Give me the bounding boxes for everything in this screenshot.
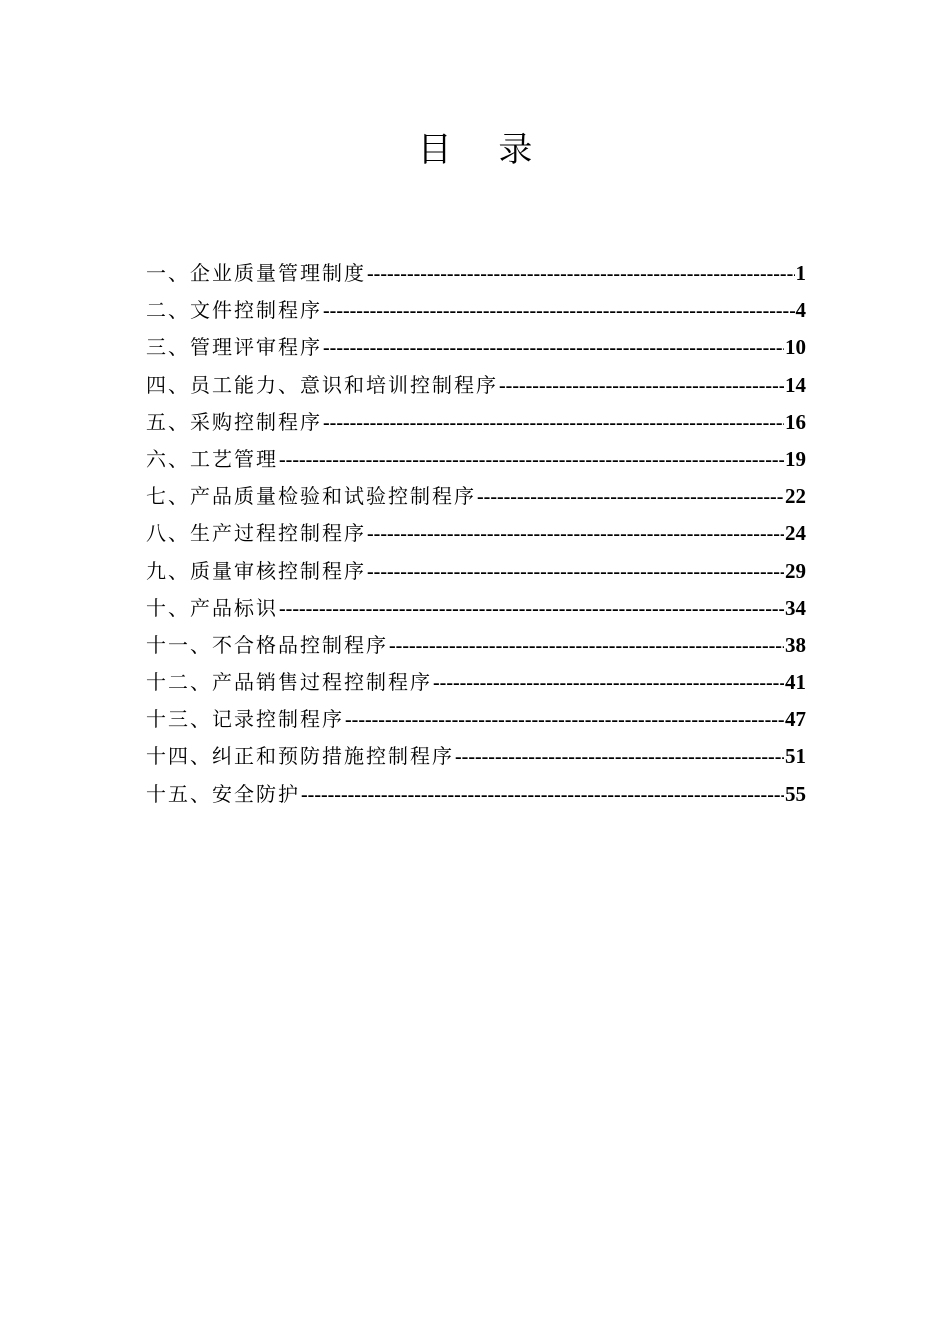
toc-entry-page: 29 <box>785 558 806 583</box>
toc-entry[interactable] <box>146 478 806 515</box>
toc-entry-label: 七、产品质量检验和试验控制程序 <box>146 484 476 509</box>
toc-entry-label: 十、产品标识 <box>146 595 278 620</box>
toc-leader <box>345 702 784 738</box>
toc-entry-label: 三、管理评审程序 <box>146 335 322 360</box>
toc-entry-label: 八、生产过程控制程序 <box>146 521 366 546</box>
toc-entry-label: 六、工艺管理 <box>146 446 278 471</box>
toc-leader <box>367 256 795 292</box>
toc-leader <box>279 591 784 627</box>
toc-entry-page: 51 <box>785 744 806 769</box>
toc-entry-page: 4 <box>795 298 806 323</box>
toc-entry[interactable] <box>146 292 806 329</box>
toc-leader <box>455 739 784 775</box>
toc-entry-label: 二、文件控制程序 <box>146 298 322 323</box>
toc-leader <box>477 479 784 515</box>
toc-entry[interactable] <box>146 553 806 590</box>
toc-entry-page: 41 <box>785 670 806 695</box>
toc-leader <box>389 628 784 664</box>
toc-entry[interactable] <box>146 590 806 627</box>
toc-entry-label: 十二、产品销售过程控制程序 <box>146 670 432 695</box>
toc-entry[interactable] <box>146 404 806 441</box>
toc-leader <box>323 330 784 366</box>
toc-entry-page: 14 <box>785 372 806 397</box>
toc-leader <box>323 405 784 441</box>
toc-entry[interactable] <box>146 255 806 292</box>
toc-leader <box>499 368 784 404</box>
page-title: 目 录 <box>417 130 551 170</box>
toc-entry[interactable] <box>146 738 806 775</box>
table-of-contents <box>146 255 806 813</box>
toc-entry-page: 38 <box>785 632 806 657</box>
toc-entry-page: 34 <box>785 595 806 620</box>
toc-entry-page: 24 <box>785 521 806 546</box>
toc-leader <box>323 293 795 329</box>
toc-entry[interactable] <box>146 515 806 552</box>
toc-entry[interactable] <box>146 776 806 813</box>
toc-leader <box>433 665 784 701</box>
toc-entry[interactable] <box>146 367 806 404</box>
toc-entry[interactable] <box>146 441 806 478</box>
toc-entry-label: 四、员工能力、意识和培训控制程序 <box>146 372 498 397</box>
toc-entry-page: 10 <box>785 335 806 360</box>
toc-leader <box>279 442 784 478</box>
toc-entry-label: 一、企业质量管理制度 <box>146 261 366 285</box>
toc-entry[interactable] <box>146 627 806 664</box>
toc-entry-page: 47 <box>785 707 806 732</box>
toc-entry[interactable] <box>146 701 806 738</box>
toc-entry-page: 16 <box>785 409 806 434</box>
toc-entry-page: 55 <box>785 781 806 806</box>
toc-entry-label: 九、质量审核控制程序 <box>146 558 366 583</box>
toc-entry-page: 19 <box>785 446 806 471</box>
toc-entry-page: 22 <box>785 484 806 509</box>
toc-leader <box>301 777 784 813</box>
toc-entry[interactable] <box>146 664 806 701</box>
toc-entry-label: 十四、纠正和预防措施控制程序 <box>146 744 454 769</box>
toc-entry-label: 十五、安全防护 <box>146 781 300 806</box>
toc-entry-label: 十一、不合格品控制程序 <box>146 632 388 657</box>
toc-entry-page: 1 <box>795 261 806 285</box>
toc-entry[interactable] <box>146 329 806 366</box>
toc-entry-label: 五、采购控制程序 <box>146 409 322 434</box>
toc-leader <box>367 516 784 552</box>
toc-entry-label: 十三、记录控制程序 <box>146 707 344 732</box>
toc-leader <box>367 554 784 590</box>
